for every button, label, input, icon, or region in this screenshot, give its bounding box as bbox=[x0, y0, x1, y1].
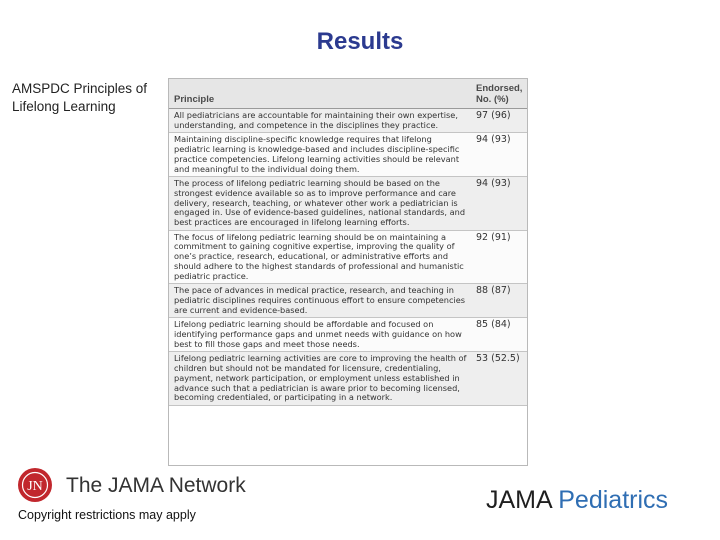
jama-network-logo-text: The JAMA Network bbox=[66, 474, 246, 497]
table-row bbox=[169, 109, 527, 133]
principle-cell: Lifelong pediatric learning activities are core to improving the health of children but should not be mandated for licensure, credentialing, payment, network participation, or employment unless established in advance such that a pediatrician is aware prior to becoming licensed, becoming credentialed, or participating in a network. bbox=[169, 352, 471, 406]
principles-table bbox=[169, 79, 527, 406]
principle-cell: The pace of advances in medical practice, research, and teaching in pediatric disciplines requires continuous effort to ensure competencies are current and evidence-based. bbox=[169, 284, 471, 318]
endorsed-cell: 53 (52.5) bbox=[471, 352, 527, 406]
svg-text:JN: JN bbox=[27, 479, 43, 494]
table-row bbox=[169, 352, 527, 406]
endorsed-cell: 92 (91) bbox=[471, 230, 527, 284]
endorsed-cell: 97 (96) bbox=[471, 109, 527, 133]
endorsed-cell: 94 (93) bbox=[471, 133, 527, 177]
endorsed-cell: 88 (87) bbox=[471, 284, 527, 318]
column-header-endorsed: Endorsed, No. (%) bbox=[471, 79, 527, 109]
table-row bbox=[169, 284, 527, 318]
principle-cell: The focus of lifelong pediatric learning should be on maintaining a commitment to gaining cognitive expertise, improving the quality of one’s practice, research, educational, or administrative efforts and should adhere to the highest standards of professional and humanistic pediatric practice. bbox=[169, 230, 471, 284]
copyright-notice: Copyright restrictions may apply bbox=[18, 508, 196, 522]
principle-cell: All pediatricians are accountable for maintaining their own expertise, understanding, and competence in the disciplines they practice. bbox=[169, 109, 471, 133]
table-row bbox=[169, 133, 527, 177]
jama-pediatrics-logo-part1: JAMA bbox=[486, 486, 552, 514]
jama-network-logo bbox=[18, 466, 248, 504]
table-header-row bbox=[169, 79, 527, 109]
jama-pediatrics-logo-part2: Pediatrics bbox=[558, 486, 669, 514]
principle-cell: The process of lifelong pediatric learning should be based on the strongest evidence available so as to improve performance and care delivery, research, teaching, or whatever other work a pediatrician is engaged in. Use of evidence-based guidelines, national standards, and best practices are encouraged in lifelong learning efforts. bbox=[169, 177, 471, 231]
principle-cell: Maintaining discipline-specific knowledge requires that lifelong pediatric learning is knowledge-based and includes discipline-specific practice competencies. Lifelong learning activities should be relevant and meaningful to the individual doing them. bbox=[169, 133, 471, 177]
endorsed-cell: 85 (84) bbox=[471, 318, 527, 352]
jama-network-mark-icon bbox=[18, 468, 52, 502]
principles-table-container bbox=[168, 78, 528, 466]
table-row bbox=[169, 318, 527, 352]
table-row bbox=[169, 230, 527, 284]
jama-pediatrics-logo bbox=[486, 486, 668, 515]
column-header-principle: Principle bbox=[169, 79, 471, 109]
table-row bbox=[169, 177, 527, 231]
principle-cell: Lifelong pediatric learning should be affordable and focused on identifying performance gaps and unmet needs with guidance on how best to fill those gaps and meet those needs. bbox=[169, 318, 471, 352]
side-caption: AMSPDC Principles of Lifelong Learning bbox=[12, 81, 148, 114]
endorsed-cell: 94 (93) bbox=[471, 177, 527, 231]
slide-title: Results bbox=[316, 28, 404, 55]
